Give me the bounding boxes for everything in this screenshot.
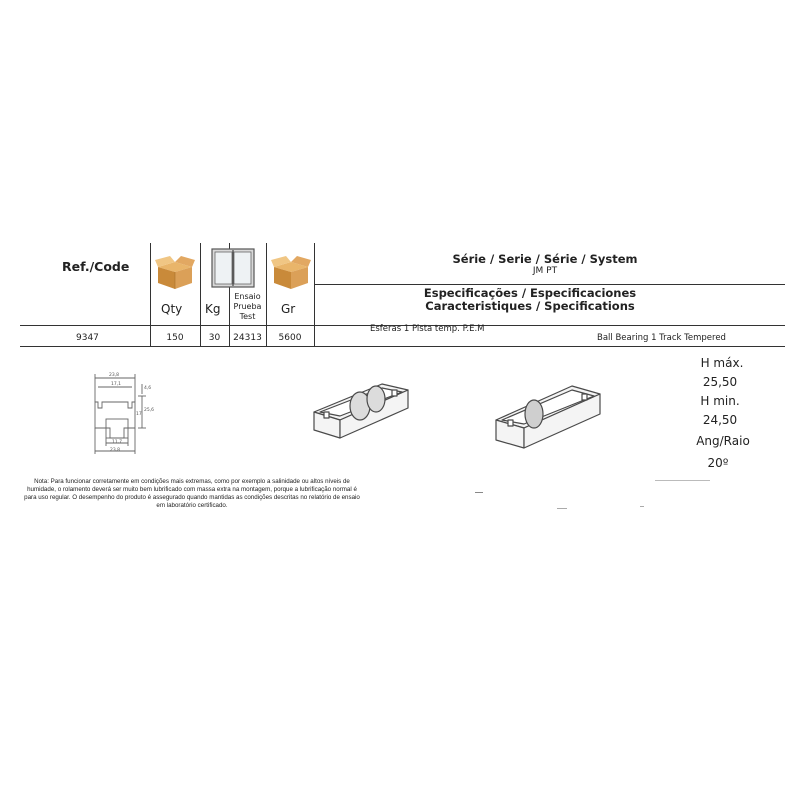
- col-divider-4: [266, 243, 267, 346]
- speck-mark: [640, 506, 644, 507]
- dim-center-height: 17: [136, 412, 142, 417]
- speck-mark: [557, 508, 567, 509]
- qty-header: Qty: [161, 302, 183, 316]
- col-divider-2: [200, 243, 201, 346]
- row-spec-pt: Esferas 1 Pista temp. P.E.M: [370, 324, 485, 334]
- test-header-line1: Ensaio: [234, 292, 261, 301]
- box-icon: [271, 255, 311, 291]
- ang-value: 20º: [707, 456, 729, 470]
- row-gr: 5600: [278, 333, 302, 343]
- box-icon: [155, 255, 195, 291]
- row-test: 24313: [233, 333, 262, 343]
- col-divider-1: [150, 243, 151, 346]
- speck-mark: [655, 480, 710, 481]
- row-spec-en: Ball Bearing 1 Track Tempered: [597, 333, 726, 343]
- table-top-rule: [315, 284, 785, 285]
- ref-code-header: Ref./Code: [62, 259, 130, 274]
- series-value: JM PT: [532, 266, 558, 276]
- window-icon: [211, 248, 255, 288]
- test-header-line3: Test: [239, 312, 256, 321]
- roller-carriage-image-1: [308, 366, 418, 446]
- lubrication-note: Nota: Para funcionar corretamente em condições mais extremas, como por exemplo a salinidade ou altos níveis de humidade, o rolamento deverá ser muito bem lubrificado com massa extra na montagem, porque a lubrificação normal é para uso regular. O desempenho do produto é assegurado quando mantidas as condições descritas no relatório de ensaio em laboratório certificado.: [24, 478, 360, 509]
- spec-title-line1: Especificações / Especificaciones: [423, 286, 637, 300]
- gr-header: Gr: [281, 302, 296, 316]
- cross-section-drawing: [80, 364, 162, 456]
- test-header-line2: Prueba: [233, 302, 262, 311]
- h-min-value: 24,50: [702, 413, 738, 427]
- col-divider-5: [314, 243, 315, 346]
- h-max-value: 25,50: [702, 375, 738, 389]
- dim-wheel-width: 11,7: [112, 440, 123, 445]
- row-kg: 30: [208, 333, 221, 343]
- dim-right-top: 4,6: [144, 386, 152, 391]
- h-max-label: H máx.: [700, 356, 744, 370]
- dim-inner-width: 17,1: [111, 382, 122, 387]
- h-min-label: H min.: [700, 394, 740, 408]
- roller-carriage-image-2: [490, 368, 610, 458]
- dim-right-mid: 25,6: [144, 408, 155, 413]
- row-qty: 150: [166, 333, 184, 343]
- row-code: 9347: [76, 333, 99, 343]
- kg-header: Kg: [205, 302, 221, 316]
- table-bottom-rule: [20, 346, 785, 347]
- ang-label: Ang/Raio: [696, 434, 750, 448]
- spec-title-line2: Caracteristiques / Specifications: [425, 299, 635, 313]
- dim-top-width: 23,8: [109, 373, 120, 378]
- dim-bottom-width: 23,8: [110, 448, 121, 453]
- speck-mark: [475, 492, 483, 493]
- series-title: Série / Serie / Série / System: [452, 252, 638, 266]
